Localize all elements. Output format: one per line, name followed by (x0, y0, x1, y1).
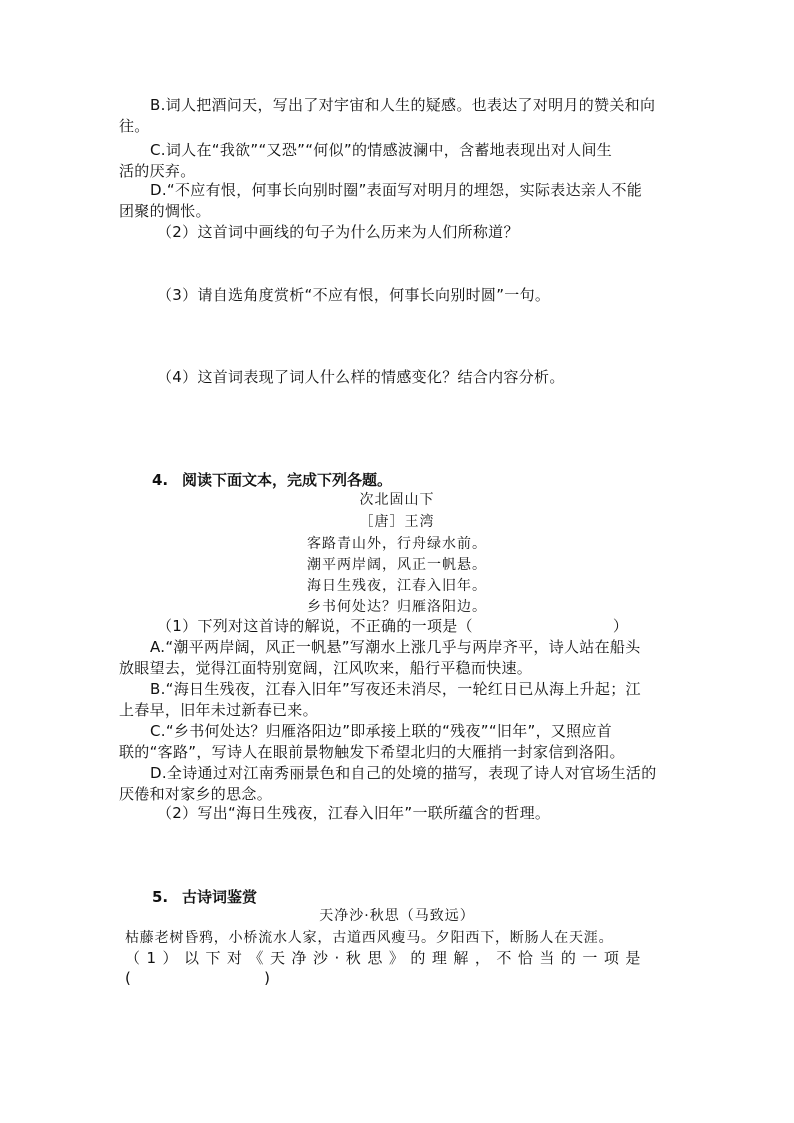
q4-title: 阅读下面文本，完成下列各题。 (182, 471, 393, 489)
q4-q1-stem (157, 616, 713, 636)
q4-number: 4. (152, 471, 169, 489)
q4-poem-line-4: 乡书何处达？归雁洛阳边。 (307, 599, 487, 615)
q4-option-d-line2: 厌倦和对家乡的思念。 (119, 785, 273, 803)
q5-q1-close-paren: ) (264, 969, 271, 987)
q4-option-c-line2: 联的“客路”，写诗人在眼前景物触发下希望北归的大雁捎一封家信到洛阳。 (119, 743, 625, 761)
q3-subquestion-2: （2）这首词中画线的句子为什么历来为人们所称道？ (157, 223, 519, 241)
q4-option-a-line1: A.“潮平两岸阔，风正一帆悬”写潮水上涨几乎与两岸齐平，诗人站在船头 (150, 638, 641, 656)
q4-q1-close-paren: ） (612, 617, 629, 635)
q4-q2: （2）写出“海日生残夜，江春入旧年”一联所蕴含的哲理。 (157, 804, 551, 822)
q3-subquestion-3: （3）请自选角度赏析“不应有恨，何事长向别时圆”一句。 (157, 286, 551, 304)
q4-option-a-line2: 放眼望去，觉得江面特别宽阔，江风吹来，船行平稳而快速。 (119, 659, 533, 677)
q4-poem-title: 次北固山下 (359, 492, 435, 508)
q5-heading (152, 887, 257, 907)
q4-option-c-line1: C.“乡书何处达？归雁洛阳边”即承接上联的“残夜”“旧年”，又照应首 (150, 722, 613, 740)
q3-option-c-line2: 活的厌弃。 (119, 162, 196, 180)
q4-option-b-line2: 上春早，旧年未过新春已来。 (119, 701, 318, 719)
q5-number: 5. (152, 888, 169, 906)
q4-poem-line-2: 潮平两岸阔，风正一帆悬。 (307, 557, 487, 573)
q3-option-d-line2: 团聚的惆怅。 (119, 202, 211, 220)
q4-option-d-line1: D.全诗通过对江南秀丽景色和自己的处境的描写，表现了诗人对官场生活的 (150, 764, 657, 782)
q5-title: 古诗词鉴赏 (182, 888, 258, 906)
q4-option-b-line1: B.“海日生残夜，江春入旧年”写夜还未消尽，一轮红日已从海上升起；江 (150, 680, 641, 698)
q5-q1-stem: （1）以下对《天净沙·秋思》的理解，不恰当的一项是 (125, 949, 647, 967)
q5-q1-answer-parens (125, 968, 681, 988)
q5-poem-title: 天净沙·秋思（马致远） (319, 908, 475, 924)
q3-option-c-line1: C.词人在“我欲”“又恐”“何似”的情感波澜中，含蓄地表现出对人间生 (150, 141, 613, 159)
q4-q1-stem-text: （1）下列对这首诗的解说，不正确的一项是（ (157, 617, 473, 635)
q5-poem-text: 枯藤老树昏鸦，小桥流水人家，古道西风瘦马。夕阳西下，断肠人在天涯。 (125, 930, 614, 946)
q5-q1-open-paren: ( (125, 969, 132, 987)
q4-poem-line-3: 海日生残夜，江春入旧年。 (307, 578, 487, 594)
q3-option-b-line2: 往。 (119, 117, 150, 135)
q3-subquestion-4: （4）这首词表现了词人什么样的情感变化？结合内容分析。 (157, 368, 565, 386)
q3-option-b-line1: B.词人把酒问天，写出了对宇宙和人生的疑感。也表达了对明月的赞关和向 (150, 96, 656, 114)
q4-poem-line-1: 客路青山外，行舟绿水前。 (307, 536, 487, 552)
q4-poem-author: ［唐］王湾 (359, 514, 435, 530)
q4-heading (152, 470, 392, 490)
q3-option-d-line1: D.“不应有恨，何事长向别时圈”表面写对明月的埋怨，实际表达亲人不能 (150, 181, 643, 199)
